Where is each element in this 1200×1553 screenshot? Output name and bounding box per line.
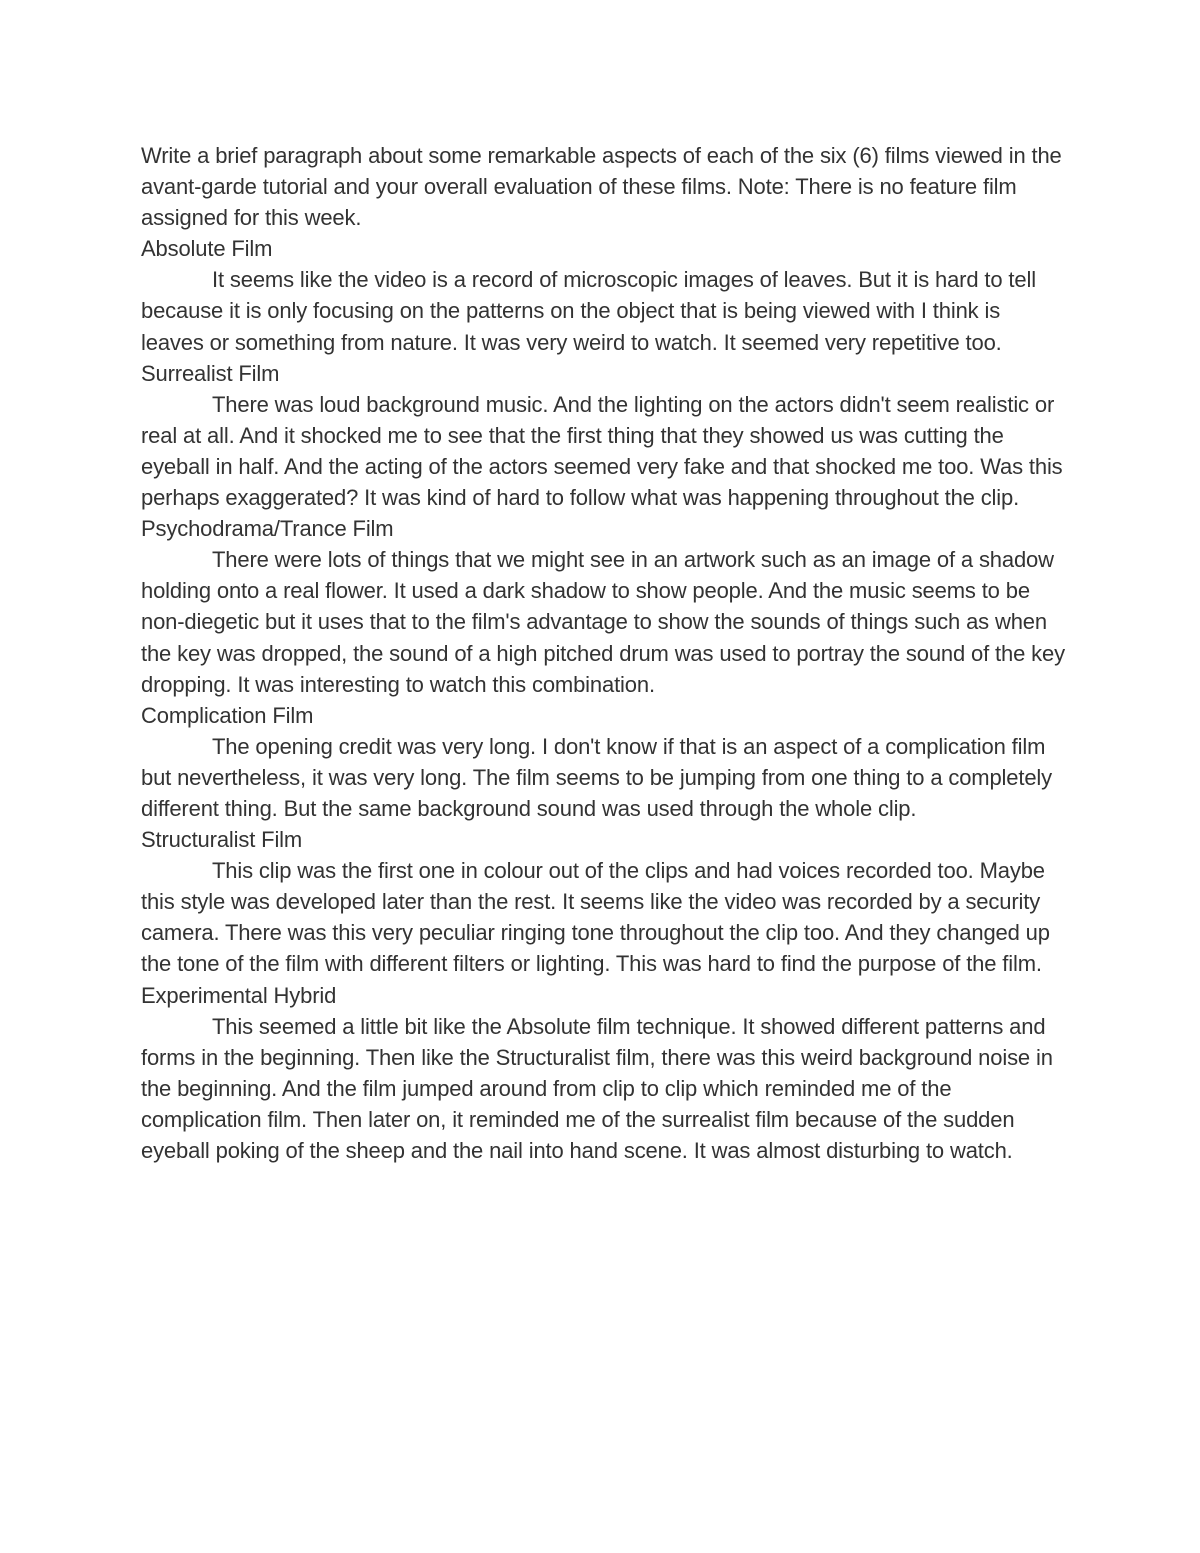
section-heading-absolute-film: Absolute Film <box>141 236 273 262</box>
section-body-psychodrama-film: There were lots of things that we might see in an artwork such as an image of a shadow holding onto a real flower. It used a dark shadow to show people. And the music seems to be non-diegetic but it uses that to the film's advantage to show the sounds of things such as when the key was dropped, the sound of a high pitched drum was used to portray the sound of the key dropping. It was interesting to watch this combination. <box>141 547 1065 697</box>
section-body-absolute-film: It seems like the video is a record of microscopic images of leaves. But it is hard to tell because it is only focusing on the patterns on the object that is being viewed with I think is leaves or something from nature. It was very weird to watch. It seemed very repetitive too. <box>141 267 1036 355</box>
section-heading-psychodrama-film: Psychodrama/Trance Film <box>141 516 394 542</box>
section-heading-complication-film: Complication Film <box>141 702 314 728</box>
section-heading-experimental-hybrid: Experimental Hybrid <box>141 982 337 1008</box>
section-heading-surrealist-film: Surrealist Film <box>141 360 280 386</box>
section-heading-structuralist-film: Structuralist Film <box>141 827 303 853</box>
document-body <box>141 140 1066 1166</box>
assignment-prompt: Write a brief paragraph about some remarkable aspects of each of the six (6) films viewed in the avant-garde tutorial and your overall evaluation of these films. Note: There is no feature film assigned for this week. <box>141 143 1062 231</box>
section-body-structuralist-film: This clip was the first one in colour out of the clips and had voices recorded too. Maybe this style was developed later than the rest. It seems like the video was recorded by a security camera. There was this very peculiar ringing tone throughout the clip too. And they changed up the tone of the film with different filters or lighting. This was hard to find the purpose of the film. <box>141 858 1050 977</box>
section-body-complication-film: The opening credit was very long. I don't know if that is an aspect of a complication film but nevertheless, it was very long. The film seems to be jumping from one thing to a completely different thing. But the same background sound was used through the whole clip. <box>141 733 1053 821</box>
section-body-surrealist-film: There was loud background music. And the lighting on the actors didn't seem realistic or real at all. And it shocked me to see that the first thing that they showed us was cutting the eyeball in half. And the acting of the actors seemed very fake and that shocked me too. Was this perhaps exaggerated? It was kind of hard to follow what was happening throughout the clip. <box>141 391 1063 511</box>
section-body-experimental-hybrid: This seemed a little bit like the Absolute film technique. It showed different patterns and forms in the beginning. Then like the Structuralist film, there was this weird background noise in the beginning. And the film jumped around from clip to clip which reminded me of the complication film. Then later on, it reminded me of the surrealist film because of the sudden eyeball poking of the sheep and the nail into hand scene. It was almost disturbing to watch. <box>141 1013 1053 1163</box>
